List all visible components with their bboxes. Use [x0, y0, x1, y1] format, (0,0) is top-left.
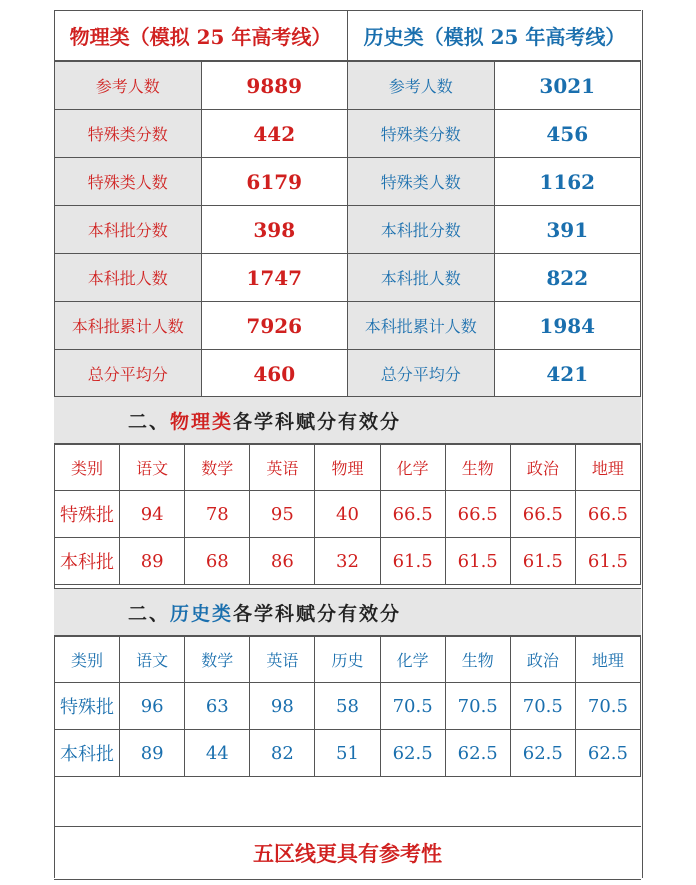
- score-cell: 70.5: [575, 683, 640, 730]
- table-row: [55, 730, 641, 777]
- history-stat-value: 1984: [494, 302, 641, 350]
- column-header: 政治: [510, 637, 575, 683]
- score-cell: 61.5: [510, 538, 575, 585]
- physics-stat-value: 1747: [201, 254, 348, 302]
- history-stat-label: 特殊类分数: [348, 110, 495, 158]
- column-header: 类别: [55, 445, 120, 491]
- blank-row: [54, 778, 641, 826]
- score-cell: 89: [120, 730, 185, 777]
- history-stat-value: 1162: [494, 158, 641, 206]
- stats-row: [55, 350, 641, 398]
- column-header: 化学: [380, 445, 445, 491]
- history-stat-value: 456: [494, 110, 641, 158]
- history-stat-value: 421: [494, 350, 641, 398]
- score-cell: 95: [250, 491, 315, 538]
- section-highlight: 历史类: [170, 602, 234, 625]
- column-header: 类别: [55, 637, 120, 683]
- physics-stat-value: 398: [201, 206, 348, 254]
- row-label: 特殊批: [55, 491, 120, 538]
- section-suffix: 各学科赋分有效分: [233, 410, 402, 433]
- history-score-table: [54, 636, 641, 777]
- row-label: 本科批: [55, 730, 120, 777]
- score-cell: 66.5: [510, 491, 575, 538]
- physics-stat-value: 9889: [201, 62, 348, 110]
- table-row: [55, 538, 641, 585]
- column-header: 地理: [575, 637, 640, 683]
- column-header: 地理: [575, 445, 640, 491]
- score-cell: 62.5: [510, 730, 575, 777]
- column-header: 政治: [510, 445, 575, 491]
- score-cell: 78: [185, 491, 250, 538]
- score-cell: 94: [120, 491, 185, 538]
- physics-stat-label: 特殊类分数: [55, 110, 202, 158]
- section-suffix: 各学科赋分有效分: [233, 602, 402, 625]
- column-header: 英语: [250, 637, 315, 683]
- score-cell: 40: [315, 491, 380, 538]
- score-cell: 89: [120, 538, 185, 585]
- history-title: 历史类（模拟 25 年高考线）: [363, 25, 626, 49]
- physics-stat-label: 特殊类人数: [55, 158, 202, 206]
- score-cell: 58: [315, 683, 380, 730]
- stats-row: [55, 254, 641, 302]
- score-cell: 32: [315, 538, 380, 585]
- physics-stat-label: 本科批累计人数: [55, 302, 202, 350]
- stats-row: [55, 206, 641, 254]
- score-cell: 61.5: [445, 538, 510, 585]
- history-stat-label: 本科批累计人数: [348, 302, 495, 350]
- score-cell: 70.5: [445, 683, 510, 730]
- column-header: 英语: [250, 445, 315, 491]
- score-cell: 66.5: [445, 491, 510, 538]
- physics-stat-value: 7926: [201, 302, 348, 350]
- row-label: 本科批: [55, 538, 120, 585]
- score-cell: 96: [120, 683, 185, 730]
- section-prefix: 二、: [128, 410, 171, 433]
- footer-note: 五区线更具有参考性: [54, 826, 641, 880]
- header-row: [54, 10, 641, 61]
- column-header: 化学: [380, 637, 445, 683]
- score-cell: 66.5: [380, 491, 445, 538]
- score-cell: 66.5: [575, 491, 640, 538]
- section-highlight: 物理类: [170, 410, 234, 433]
- physics-title: 物理类（模拟 25 年高考线）: [54, 11, 348, 60]
- stats-row: [55, 110, 641, 158]
- physics-stat-value: 460: [201, 350, 348, 398]
- history-stat-value: 391: [494, 206, 641, 254]
- physics-stat-value: 442: [201, 110, 348, 158]
- score-cell: 68: [185, 538, 250, 585]
- score-cell: 82: [250, 730, 315, 777]
- header-row: [55, 637, 641, 683]
- score-cell: 70.5: [510, 683, 575, 730]
- score-cell: 62.5: [575, 730, 640, 777]
- history-stat-value: 822: [494, 254, 641, 302]
- stats-table: [54, 61, 641, 398]
- physics-stat-label: 总分平均分: [55, 350, 202, 398]
- table-row: [55, 491, 641, 538]
- section-prefix: 二、: [128, 602, 171, 625]
- history-stat-label: 本科批分数: [348, 206, 495, 254]
- column-header: 生物: [445, 445, 510, 491]
- history-stat-label: 参考人数: [348, 62, 495, 110]
- score-cell: 62.5: [380, 730, 445, 777]
- header-row: [55, 445, 641, 491]
- score-cell: 86: [250, 538, 315, 585]
- score-cell: 70.5: [380, 683, 445, 730]
- column-header: 数学: [185, 637, 250, 683]
- score-cell: 61.5: [380, 538, 445, 585]
- physics-stat-label: 本科批人数: [55, 254, 202, 302]
- physics-section-title: [54, 396, 641, 444]
- stats-row: [55, 302, 641, 350]
- column-header: 语文: [120, 445, 185, 491]
- column-header: 数学: [185, 445, 250, 491]
- history-stat-label: 本科批人数: [348, 254, 495, 302]
- history-stat-label: 特殊类人数: [348, 158, 495, 206]
- score-cell: 98: [250, 683, 315, 730]
- table-row: [55, 683, 641, 730]
- history-stat-label: 总分平均分: [348, 350, 495, 398]
- physics-stat-value: 6179: [201, 158, 348, 206]
- stats-row: [55, 158, 641, 206]
- column-header: 历史: [315, 637, 380, 683]
- column-header: 语文: [120, 637, 185, 683]
- score-cell: 62.5: [445, 730, 510, 777]
- score-cell: 63: [185, 683, 250, 730]
- score-cell: 51: [315, 730, 380, 777]
- history-section-title: [54, 588, 641, 636]
- history-stat-value: 3021: [494, 62, 641, 110]
- physics-stat-label: 参考人数: [55, 62, 202, 110]
- score-cell: 61.5: [575, 538, 640, 585]
- physics-score-table: [54, 444, 641, 585]
- row-label: 特殊批: [55, 683, 120, 730]
- score-cell: 44: [185, 730, 250, 777]
- column-header: 生物: [445, 637, 510, 683]
- column-header: 物理: [315, 445, 380, 491]
- stats-row: [55, 62, 641, 110]
- physics-stat-label: 本科批分数: [55, 206, 202, 254]
